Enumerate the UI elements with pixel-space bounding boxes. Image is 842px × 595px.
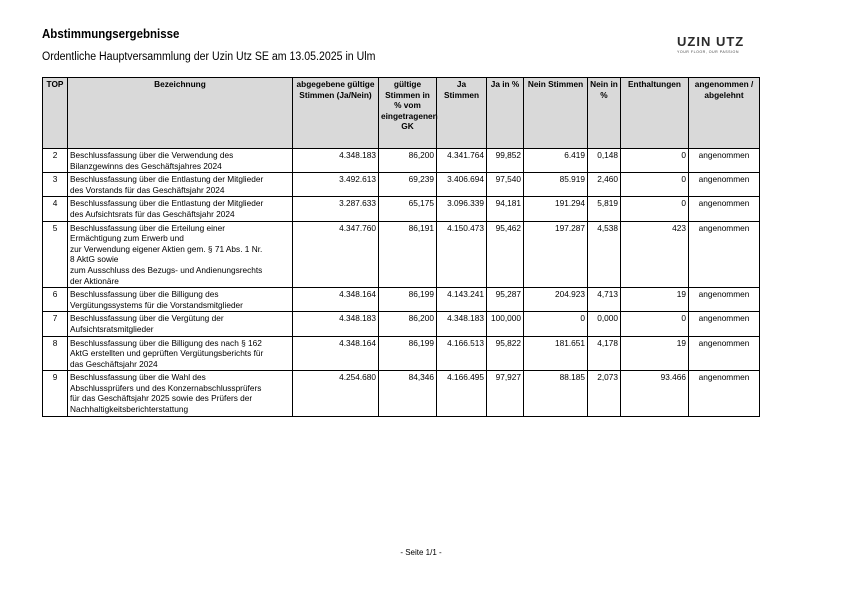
cell-ja: 4.166.513	[437, 336, 487, 371]
cell-desc: Beschlussfassung über die Verwendung des Bilanzgewinns des Geschäftsjahres 2024	[68, 149, 293, 173]
page-subtitle: Ordentliche Hauptversammlung der Uzin Utz SE am 13.05.2025 in Ulm	[42, 51, 376, 63]
cell-ja-pct: 99,852	[487, 149, 524, 173]
col-header-ergebnis: angenommen / abgelehnt	[689, 78, 760, 149]
cell-desc: Beschlussfassung über die Billigung des Vergütungssystems für die Vorstandsmitglieder	[68, 288, 293, 312]
cell-top: 6	[43, 288, 68, 312]
cell-ja: 4.348.183	[437, 312, 487, 336]
cell-enthaltungen: 19	[621, 336, 689, 371]
page-title: Abstimmungsergebnisse	[42, 27, 180, 41]
company-logo	[677, 35, 759, 59]
table-row	[43, 312, 760, 336]
cell-gk-pct: 86,191	[379, 221, 437, 288]
cell-ja-pct: 95,822	[487, 336, 524, 371]
cell-gk-pct: 69,239	[379, 173, 437, 197]
col-header-ja: Ja Stimmen	[437, 78, 487, 149]
cell-abgegeben: 4.347.760	[293, 221, 379, 288]
cell-nein-pct: 2,460	[588, 173, 621, 197]
cell-desc: Beschlussfassung über die Erteilung einer Ermächtigung zum Erwerb und zur Verwendung eigener Aktien gem. § 71 Abs. 1 Nr. 8 AktG sowie zum Ausschluss des Bezugs- und Andienungsrechts der Aktionäre	[68, 221, 293, 288]
cell-ja: 4.150.473	[437, 221, 487, 288]
cell-abgegeben: 4.348.183	[293, 149, 379, 173]
col-header-abgegeben: abgegebene gültige Stimmen (Ja/Nein)	[293, 78, 379, 149]
cell-nein-pct: 4,538	[588, 221, 621, 288]
cell-desc: Beschlussfassung über die Entlastung der Mitglieder des Vorstands für das Geschäftsjahr 2024	[68, 173, 293, 197]
cell-result: angenommen	[689, 371, 760, 416]
results-table	[42, 77, 760, 417]
cell-top: 3	[43, 173, 68, 197]
cell-nein: 88.185	[524, 371, 588, 416]
cell-nein: 6.419	[524, 149, 588, 173]
cell-enthaltungen: 0	[621, 149, 689, 173]
table-row	[43, 336, 760, 371]
cell-ja-pct: 97,540	[487, 173, 524, 197]
col-header-gk-pct: gültige Stimmen in % vom eingetragenen GK	[379, 78, 437, 149]
table-row	[43, 371, 760, 416]
cell-abgegeben: 4.348.164	[293, 336, 379, 371]
cell-nein: 204.923	[524, 288, 588, 312]
cell-enthaltungen: 93.466	[621, 371, 689, 416]
cell-abgegeben: 3.492.613	[293, 173, 379, 197]
cell-abgegeben: 4.348.164	[293, 288, 379, 312]
table-row	[43, 173, 760, 197]
cell-desc: Beschlussfassung über die Billigung des nach § 162 AktG erstellten und geprüften Vergütungsberichts für das Geschäftsjahr 2024	[68, 336, 293, 371]
col-header-top: TOP	[43, 78, 68, 149]
cell-desc: Beschlussfassung über die Entlastung der Mitglieder des Aufsichtsrats für das Geschäftsjahr 2024	[68, 197, 293, 221]
cell-enthaltungen: 0	[621, 173, 689, 197]
cell-enthaltungen: 0	[621, 312, 689, 336]
logo-tagline: YOUR FLOOR, OUR PASSION	[677, 50, 739, 54]
table-row	[43, 288, 760, 312]
cell-result: angenommen	[689, 288, 760, 312]
col-header-nein-pct: Nein in %	[588, 78, 621, 149]
cell-abgegeben: 4.348.183	[293, 312, 379, 336]
cell-enthaltungen: 423	[621, 221, 689, 288]
cell-ja-pct: 94,181	[487, 197, 524, 221]
cell-gk-pct: 86,199	[379, 288, 437, 312]
cell-ja-pct: 95,462	[487, 221, 524, 288]
cell-gk-pct: 86,200	[379, 312, 437, 336]
cell-ja: 3.096.339	[437, 197, 487, 221]
cell-ja-pct: 97,927	[487, 371, 524, 416]
cell-result: angenommen	[689, 336, 760, 371]
cell-result: angenommen	[689, 312, 760, 336]
cell-top: 7	[43, 312, 68, 336]
cell-ja: 4.143.241	[437, 288, 487, 312]
cell-result: angenommen	[689, 149, 760, 173]
col-header-enthaltungen: Enthaltungen	[621, 78, 689, 149]
cell-desc: Beschlussfassung über die Vergütung der Aufsichtsratsmitglieder	[68, 312, 293, 336]
cell-top: 5	[43, 221, 68, 288]
page-footer: - Seite 1/1 -	[400, 548, 442, 557]
cell-enthaltungen: 19	[621, 288, 689, 312]
cell-nein: 197.287	[524, 221, 588, 288]
cell-result: angenommen	[689, 197, 760, 221]
cell-ja: 4.166.495	[437, 371, 487, 416]
cell-top: 2	[43, 149, 68, 173]
table-header-row	[43, 78, 760, 149]
cell-result: angenommen	[689, 173, 760, 197]
cell-top: 9	[43, 371, 68, 416]
cell-top: 4	[43, 197, 68, 221]
col-header-bezeichnung: Bezeichnung	[68, 78, 293, 149]
cell-result: angenommen	[689, 221, 760, 288]
cell-nein: 181.651	[524, 336, 588, 371]
cell-abgegeben: 4.254.680	[293, 371, 379, 416]
cell-nein-pct: 0,000	[588, 312, 621, 336]
table-row	[43, 221, 760, 288]
cell-nein-pct: 4,713	[588, 288, 621, 312]
col-header-nein: Nein Stimmen	[524, 78, 588, 149]
cell-desc: Beschlussfassung über die Wahl des Abschlussprüfers und des Konzernabschlussprüfers für das Geschäftsjahr 2025 sowie des Prüfers der Nachhaltigkeitsberichterstattung	[68, 371, 293, 416]
cell-nein-pct: 0,148	[588, 149, 621, 173]
cell-ja: 4.341.764	[437, 149, 487, 173]
cell-nein-pct: 5,819	[588, 197, 621, 221]
cell-nein: 191.294	[524, 197, 588, 221]
cell-ja: 3.406.694	[437, 173, 487, 197]
cell-gk-pct: 84,346	[379, 371, 437, 416]
table-row	[43, 197, 760, 221]
table-row	[43, 149, 760, 173]
col-header-ja-pct: Ja in %	[487, 78, 524, 149]
cell-nein-pct: 4,178	[588, 336, 621, 371]
cell-ja-pct: 95,287	[487, 288, 524, 312]
cell-nein-pct: 2,073	[588, 371, 621, 416]
cell-top: 8	[43, 336, 68, 371]
cell-ja-pct: 100,000	[487, 312, 524, 336]
cell-abgegeben: 3.287.633	[293, 197, 379, 221]
cell-gk-pct: 86,199	[379, 336, 437, 371]
logo-wordmark: UZIN UTZ	[677, 34, 745, 49]
cell-enthaltungen: 0	[621, 197, 689, 221]
cell-nein: 0	[524, 312, 588, 336]
cell-gk-pct: 65,175	[379, 197, 437, 221]
cell-gk-pct: 86,200	[379, 149, 437, 173]
cell-nein: 85.919	[524, 173, 588, 197]
